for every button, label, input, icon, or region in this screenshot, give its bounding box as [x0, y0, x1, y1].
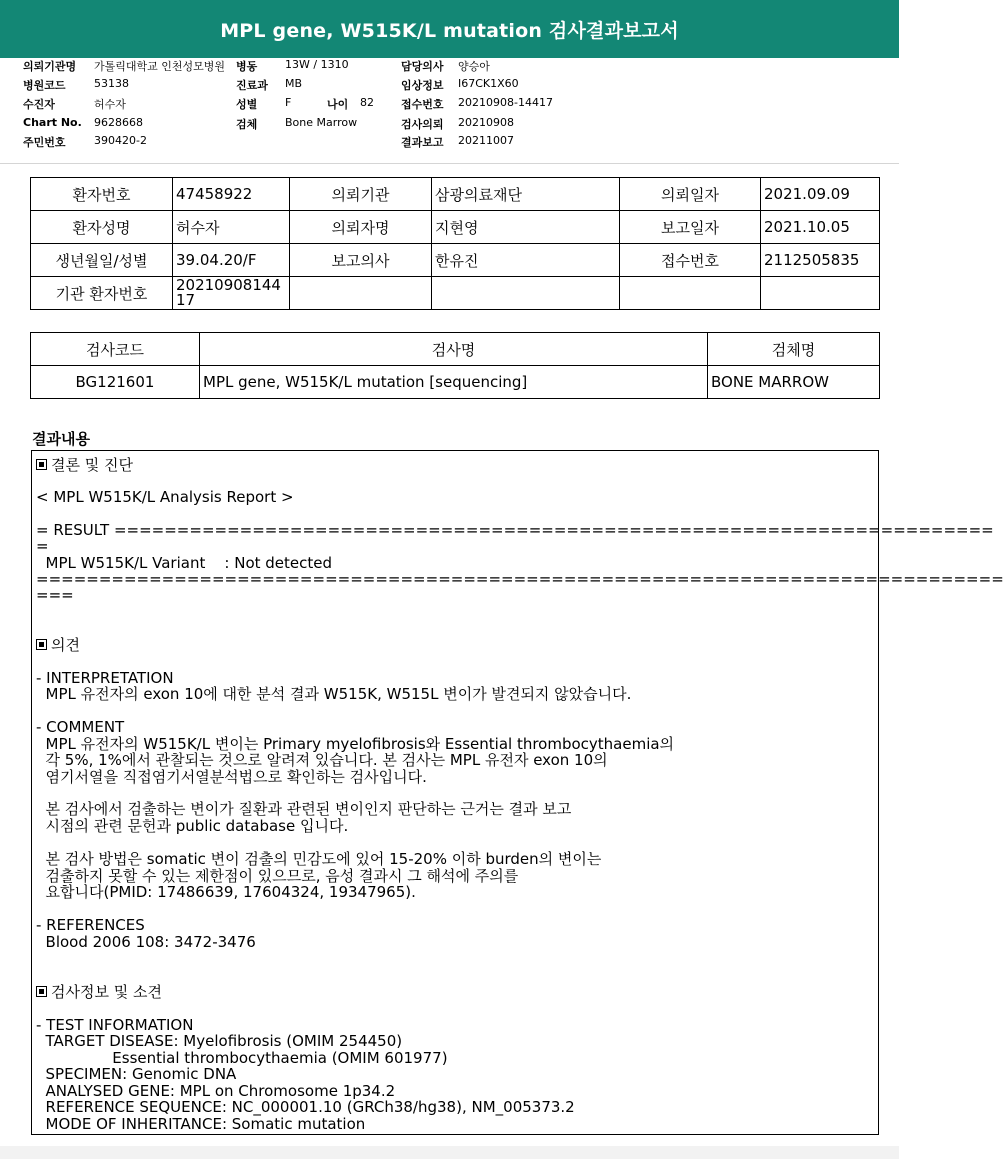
meta-value-clinical-info: I67CK1X60	[458, 77, 519, 90]
report-meta-header	[0, 58, 899, 164]
table-row	[31, 277, 880, 310]
table-cell: 의뢰일자	[620, 178, 761, 211]
table-cell	[290, 277, 432, 310]
meta-label-doctor: 담당의사	[401, 60, 444, 73]
table-cell: 허수자	[173, 211, 290, 244]
table-cell: 한유진	[432, 244, 620, 277]
table-row	[31, 211, 880, 244]
result-line: 각 5%, 1%에서 관찰되는 것으로 알려져 있습니다. 본 검사는 MPL 유전자 exon 10의	[36, 751, 608, 769]
report-title-bar	[0, 0, 899, 58]
meta-value-chart-no: 9628668	[94, 116, 143, 129]
meta-value-institution: 가톨릭대학교 인천성모병원	[94, 60, 226, 73]
result-section-title: 결과내용	[32, 430, 90, 448]
table-cell: 접수번호	[620, 244, 761, 277]
meta-label-report-date: 결과보고	[401, 136, 444, 149]
cell-line: 20210908144	[176, 276, 281, 294]
meta-value-ward: 13W / 1310	[285, 58, 349, 71]
result-line: MPL 유전자의 W515K/L 변이는 Primary myelofibrosis와 Essential thrombocythaemia의	[36, 735, 675, 753]
table-cell: 2021.09.09	[761, 178, 880, 211]
table-cell	[620, 277, 761, 310]
subsection-test-info	[36, 984, 162, 1001]
result-line: 요합니다(PMID: 17486639, 17604324, 19347965).	[36, 883, 416, 901]
meta-label-ward: 병동	[236, 60, 258, 73]
result-line: Essential thrombocythaemia (OMIM 601977)	[36, 1049, 448, 1067]
meta-value-report-date: 20211007	[458, 134, 514, 147]
result-line: < MPL W515K/L Analysis Report >	[36, 488, 294, 506]
result-line: 본 검사에서 검출하는 변이가 질환과 관련된 변이인지 판단하는 근거는 결과 보고	[36, 800, 572, 818]
meta-value-specimen: Bone Marrow	[285, 116, 358, 129]
table-cell: 의뢰기관	[290, 178, 432, 211]
table-cell: 47458922	[173, 178, 290, 211]
meta-label-request-date: 검사의뢰	[401, 118, 444, 131]
table-cell: 2021.10.05	[761, 211, 880, 244]
table-cell: BG121601	[31, 366, 200, 399]
meta-value-sex: F	[285, 96, 292, 109]
subsection-title: 결론 및 진단	[51, 456, 133, 474]
checkbox-marker-icon	[36, 459, 47, 470]
meta-value-request-date: 20210908	[458, 116, 514, 129]
report-title: MPL gene, W515K/L mutation 검사결과보고서	[220, 19, 679, 42]
table-row	[31, 244, 880, 277]
result-line: 본 검사 방법은 somatic 변이 검출의 민감도에 있어 15-20% 이하 burden의 변이는	[36, 850, 602, 868]
result-line: 염기서열을 직접염기서열분석법으로 확인하는 검사입니다.	[36, 768, 427, 786]
result-line: - COMMENT	[36, 718, 125, 736]
page-bottom-band	[0, 1146, 899, 1159]
meta-value-resident-no: 390420-2	[94, 134, 147, 147]
meta-label-chart-no: Chart No.	[23, 116, 82, 129]
result-line: - REFERENCES	[36, 916, 145, 934]
table-cell: 기관 환자번호	[31, 277, 173, 310]
table-cell: 보고일자	[620, 211, 761, 244]
table-cell: 보고의사	[290, 244, 432, 277]
subsection-title: 의견	[51, 636, 80, 654]
table-cell: 삼광의료재단	[432, 178, 620, 211]
checkbox-marker-icon	[36, 986, 47, 997]
table-cell: 의뢰자명	[290, 211, 432, 244]
meta-label-department: 진료과	[236, 79, 268, 92]
meta-label-clinical-info: 임상정보	[401, 79, 444, 92]
meta-value-hospital-code: 53138	[94, 77, 129, 90]
meta-label-age: 나이	[327, 98, 349, 111]
result-line: =	[36, 537, 49, 555]
table-cell: MPL gene, W515K/L mutation [sequencing]	[200, 366, 708, 399]
checkbox-marker-icon	[36, 639, 47, 650]
subsection-conclusion	[36, 457, 133, 474]
patient-info-table	[30, 177, 880, 310]
table-cell: 2112505835	[761, 244, 880, 277]
table-cell-institution-patient-no	[173, 277, 290, 310]
column-header: 검체명	[708, 333, 880, 366]
meta-value-age: 82	[360, 96, 374, 109]
meta-value-receipt-no: 20210908-14417	[458, 96, 553, 109]
meta-label-hospital-code: 병원코드	[23, 79, 66, 92]
table-row	[31, 178, 880, 211]
result-line: 시점의 관련 문헌과 public database 입니다.	[36, 817, 349, 835]
result-line: MPL W515K/L Variant : Not detected	[36, 554, 333, 572]
meta-label-specimen: 검체	[236, 118, 258, 131]
column-header: 검사명	[200, 333, 708, 366]
table-cell	[432, 277, 620, 310]
meta-label-receipt-no: 접수번호	[401, 98, 444, 111]
meta-label-sex: 성별	[236, 98, 258, 111]
result-line: MODE OF INHERITANCE: Somatic mutation	[36, 1115, 366, 1133]
meta-label-institution: 의뢰기관명	[23, 60, 77, 73]
result-line: REFERENCE SEQUENCE: NC_000001.10 (GRCh38/hg38), NM_005373.2	[36, 1098, 575, 1116]
table-cell: BONE MARROW	[708, 366, 880, 399]
table-header-row	[31, 333, 880, 366]
table-cell: 39.04.20/F	[173, 244, 290, 277]
subsection-title: 검사정보 및 소견	[51, 983, 162, 1001]
result-line: = RESULT ======================================================================	[36, 521, 994, 539]
result-line: ANALYSED GENE: MPL on Chromosome 1p34.2	[36, 1082, 396, 1100]
meta-label-patient: 수진자	[23, 98, 55, 111]
test-info-table	[30, 332, 880, 399]
result-line: - INTERPRETATION	[36, 669, 174, 687]
result-line: TARGET DISEASE: Myelofibrosis (OMIM 254450)	[36, 1032, 403, 1050]
table-cell	[761, 277, 880, 310]
table-cell: 생년월일/성별	[31, 244, 173, 277]
result-line: SPECIMEN: Genomic DNA	[36, 1065, 237, 1083]
table-cell: 환자성명	[31, 211, 173, 244]
table-cell: 환자번호	[31, 178, 173, 211]
result-line: Blood 2006 108: 3472-3476	[36, 933, 256, 951]
table-cell: 지현영	[432, 211, 620, 244]
result-line: - TEST INFORMATION	[36, 1016, 194, 1034]
meta-label-resident-no: 주민번호	[23, 136, 66, 149]
cell-line: 17	[176, 291, 196, 309]
subsection-opinion	[36, 637, 80, 654]
result-line: 검출하지 못할 수 있는 제한점이 있으므로, 음성 결과시 그 해석에 주의를	[36, 867, 519, 885]
result-line: ===	[36, 586, 74, 604]
table-row	[31, 366, 880, 399]
meta-value-patient: 허수자	[94, 98, 126, 111]
result-line: MPL 유전자의 exon 10에 대한 분석 결과 W515K, W515L 변이가 발견되지 않았습니다.	[36, 685, 632, 703]
result-content-box	[31, 450, 1004, 1135]
meta-value-doctor: 양승아	[458, 60, 490, 73]
meta-value-department: MB	[285, 77, 303, 90]
column-header: 검사코드	[31, 333, 200, 366]
result-line: =============================================================================	[36, 570, 1004, 588]
